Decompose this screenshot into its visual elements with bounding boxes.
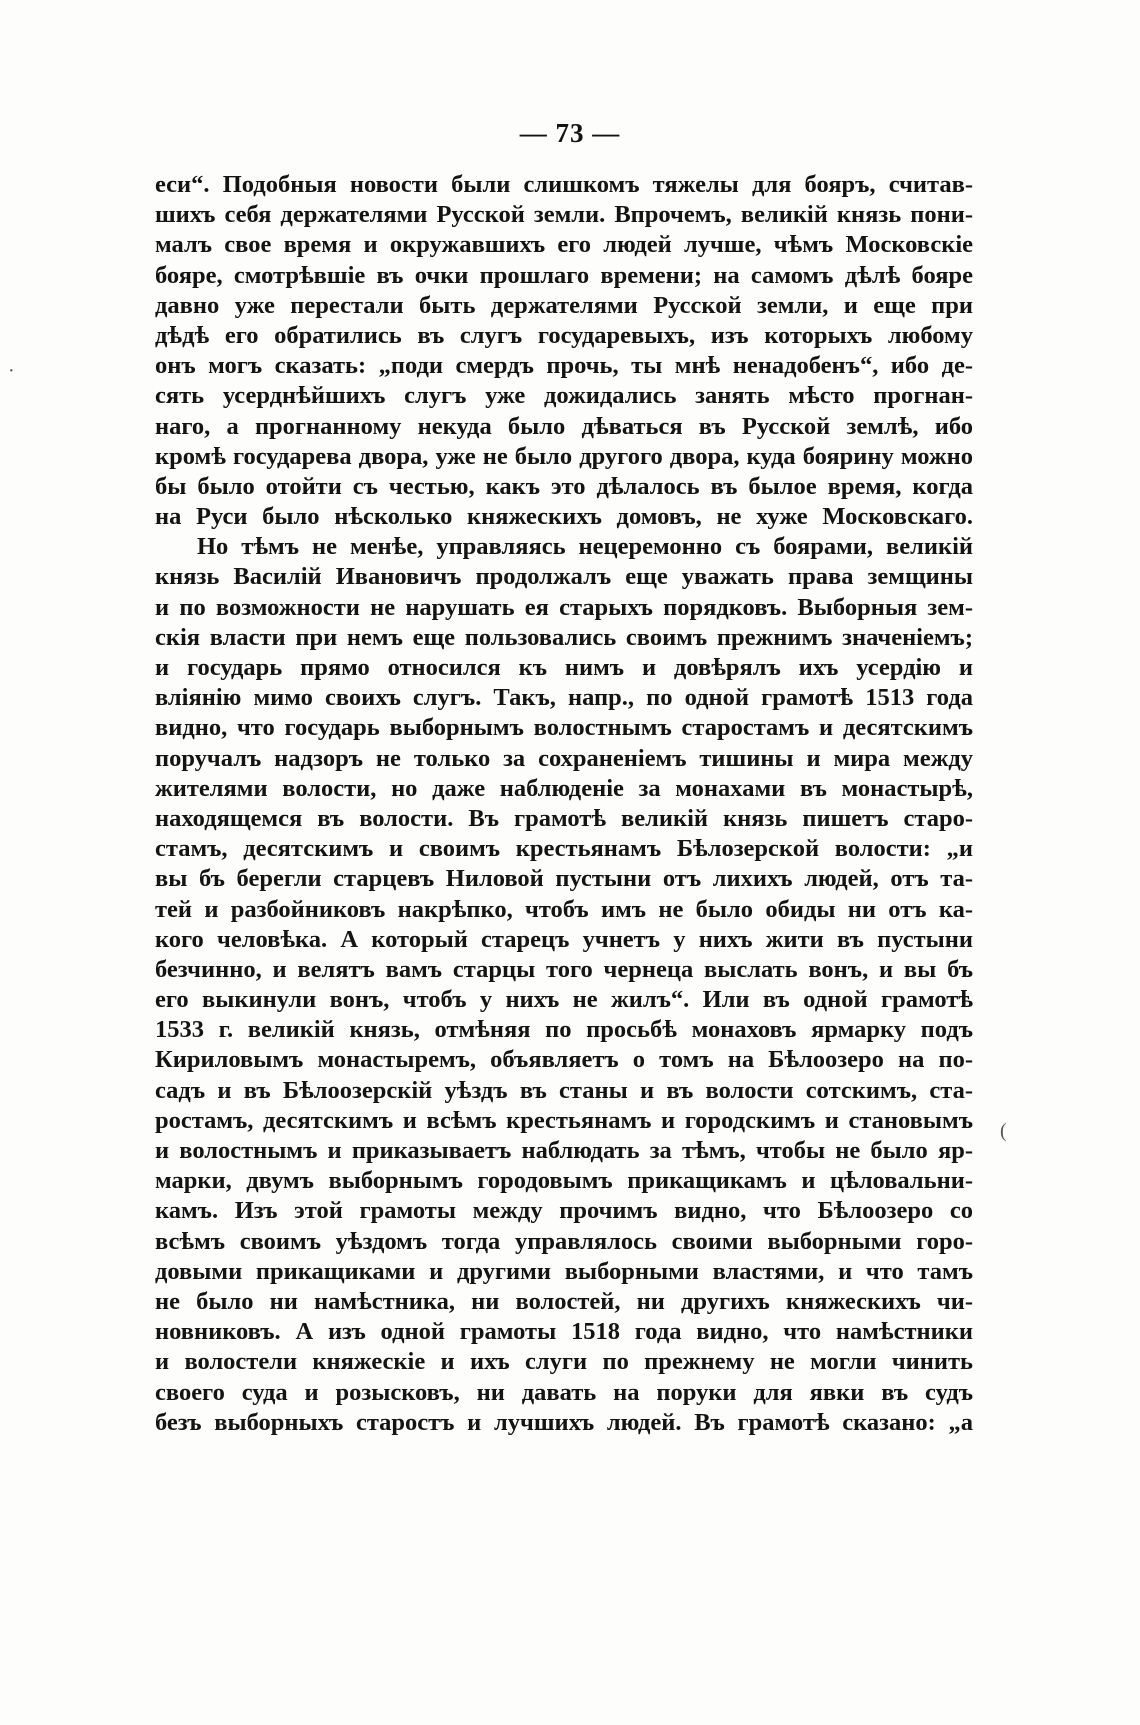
text-line: бояре, смотрѣвшіе въ очки прошлаго времени; на самомъ дѣлѣ бояре (155, 261, 973, 289)
text-line: шихъ себя держателями Русской земли. Впрочемъ, великій князь пони- (155, 201, 973, 229)
text-line: и государь прямо относился къ нимъ и довѣрялъ ихъ усердію и (155, 654, 973, 681)
margin-mark: · (8, 360, 15, 382)
text-line: своего суда и розысковъ, ни давать на поруки для явки въ судъ (155, 1378, 973, 1406)
text-line: ростамъ, десятскимъ и всѣмъ крестьянамъ и городскимъ и становымъ (155, 1106, 973, 1134)
text-line: его выкинули вонъ, чтобъ у нихъ не жилъ“. Или въ одной грамотѣ (155, 986, 973, 1014)
text-line: малъ свое время и окружавшихъ его людей лучше, чѣмъ Московскіе (155, 231, 973, 259)
text-line: 1533 г. великій князь, отмѣняя по просьбѣ монаховъ ярмарку подъ (155, 1016, 973, 1044)
text-line: безъ выборныхъ старостъ и лучшихъ людей. Въ грамотѣ сказано: „а (155, 1408, 973, 1436)
text-line: новниковъ. А изъ одной грамоты 1518 года видно, что намѣстники (155, 1318, 973, 1346)
paragraph (155, 170, 973, 532)
text-line: бы было отойти съ честью, какъ это дѣлалось въ былое время, когда (155, 472, 973, 500)
text-line: князь Василій Ивановичъ продолжалъ еще уважать права земщины (155, 563, 973, 591)
paragraph (155, 532, 973, 1438)
text-line: и по возможности не нарушать ея старыхъ порядковъ. Выборныя зем- (155, 593, 973, 621)
text-line: кромѣ государева двора, уже не было другого двора, куда боярину можно (155, 442, 973, 470)
text-line: безчинно, и велятъ вамъ старцы того чернеца выслать вонъ, и вы бъ (155, 955, 973, 983)
page-number: — 73 — (519, 118, 621, 148)
text-line: скія власти при немъ еще пользовались своимъ прежнимъ значеніемъ; (155, 623, 973, 651)
text-line: Но тѣмъ не менѣе, управляясь нецеремонно съ боярами, великій (197, 533, 973, 561)
text-line: давно уже перестали быть держателями Русской земли, и еще при (155, 291, 973, 319)
text-line: видно, что государь выборнымъ волостнымъ старостамъ и десятскимъ (155, 714, 973, 742)
text-column (155, 170, 973, 1438)
text-line: дѣдѣ его обратились въ слугъ государевыхъ, изъ которыхъ любому (155, 321, 973, 349)
text-line: поручалъ надзоръ не только за сохраненіемъ тишины и мира между (155, 744, 973, 772)
text-line: всѣмъ своимъ уѣздомъ тогда управлялось своими выборными горо- (155, 1227, 973, 1255)
text-line: вліянію мимо своихъ слугъ. Такъ, напр., по одной грамотѣ 1513 года (155, 684, 973, 712)
text-line: довыми прикащиками и другими выборными властями, и что тамъ (155, 1257, 973, 1285)
text-line: наго, а прогнанному некуда было дѣваться въ Русской землѣ, ибо (155, 412, 973, 440)
text-line: садъ и въ Бѣлоозерскій уѣздъ въ станы и въ волости сотскимъ, ста- (155, 1076, 973, 1104)
text-line: и волостели княжескіе и ихъ слуги по прежнему не могли чинить (155, 1348, 973, 1376)
margin-mark: ( (1000, 1120, 1007, 1142)
text-line: и волостнымъ и приказываетъ наблюдать за тѣмъ, чтобы не было яр- (155, 1137, 973, 1164)
text-line: онъ могъ сказать: „поди смердъ прочь, ты мнѣ ненадобенъ“, ибо де- (155, 352, 973, 380)
text-line: на Руси было нѣсколько княжескихъ домовъ, не хуже Московскаго. (155, 503, 973, 531)
text-line: тей и разбойниковъ накрѣпко, чтобъ имъ не было обиды ни отъ ка- (155, 895, 973, 923)
text-line: камъ. Изъ этой грамоты между прочимъ видно, что Бѣлоозеро со (155, 1197, 973, 1225)
text-line: сять усерднѣйшихъ слугъ уже дожидались занять мѣсто прогнан- (155, 382, 973, 410)
text-line: жителями волости, но даже наблюденіе за монахами въ монастырѣ, (155, 774, 973, 802)
text-line: кого человѣка. А который старецъ учнетъ у нихъ жити въ пустыни (155, 925, 973, 953)
text-line: Кириловымъ монастыремъ, объявляетъ о томъ на Бѣлоозеро на по- (155, 1046, 973, 1074)
text-line: вы бъ берегли старцевъ Ниловой пустыни отъ лихихъ людей, отъ та- (155, 865, 973, 893)
text-line: не было ни намѣстника, ни волостей, ни другихъ княжескихъ чи- (155, 1287, 973, 1315)
text-line: еси“. Подобныя новости были слишкомъ тяжелы для бояръ, считав- (155, 171, 973, 198)
text-line: находящемся въ волости. Въ грамотѣ великій князь пишетъ старо- (155, 804, 973, 832)
text-line: марки, двумъ выборнымъ городовымъ прикащикамъ и цѣловальни- (155, 1167, 973, 1195)
text-line: стамъ, десятскимъ и своимъ крестьянамъ Бѣлозерской волости: „и (155, 835, 973, 863)
